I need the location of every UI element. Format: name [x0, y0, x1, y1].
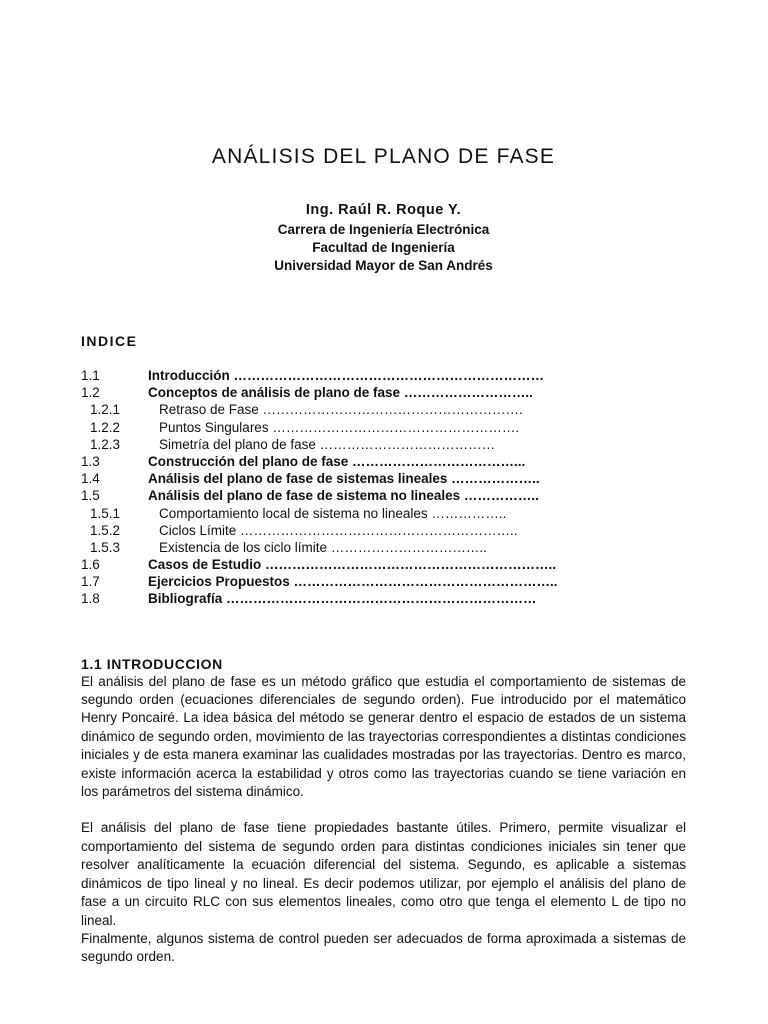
toc-entry	[81, 384, 686, 401]
toc-number: 1.5	[81, 488, 100, 504]
toc-number: 1.1	[81, 368, 100, 383]
toc-subentry	[81, 401, 686, 418]
toc-title: Introducción ……………………………………………………………	[148, 368, 544, 383]
toc-number: 1.3	[81, 453, 100, 469]
toc-title: Puntos Singulares ……………………………………………….	[159, 419, 520, 435]
toc-entry	[81, 367, 686, 384]
toc-title: Conceptos de análisis de plano de fase ………………………..	[148, 385, 533, 401]
toc-number: 1.4	[81, 471, 100, 487]
affiliation-faculty: Facultad de Ingeniería	[312, 240, 455, 255]
toc-number: 1.2	[81, 385, 100, 401]
author-name: Ing. Raúl R. Roque Y.	[305, 202, 462, 218]
table-of-contents	[81, 367, 686, 608]
toc-number: 1.5.2	[90, 522, 121, 538]
toc-subentry	[81, 436, 686, 453]
toc-title: Comportamiento local de sistema no lineales ……………..	[159, 505, 507, 521]
toc-subentry	[81, 505, 686, 522]
toc-number: 1.6	[81, 557, 100, 573]
toc-title: Bibliografía ……………………………………………………………	[148, 591, 537, 607]
toc-entry	[81, 470, 686, 487]
toc-title: Ciclos Límite ……………………………………………………..	[159, 522, 518, 538]
toc-title: Existencia de los ciclo límite ……………………………..	[159, 539, 487, 555]
section-heading: 1.1 INTRODUCCION	[81, 655, 223, 672]
toc-title: Retraso de Fase ………………………………………………….	[159, 402, 523, 418]
author-block	[81, 199, 686, 275]
toc-entry	[81, 590, 686, 607]
body-paragraph: El análisis del plano de fase tiene propiedades bastante útiles. Primero, permite visualizar el comportamiento del sistema de segundo orden para distintas condiciones iniciales sin tener que resolver analíticamente la ecuación diferencial del sistema. Segundo, es aplicable a sistemas dinámicos de tipo lineal y no lineal. Es decir podemos utilizar, por ejemplo el análisis del plano de fase a un circuito RLC con sus elementos lineales, como otro que tenga el elemento L de tipo no lineal.	[81, 820, 686, 928]
index-heading: INDICE	[81, 333, 138, 349]
affiliation-career: Carrera de Ingeniería Electrónica	[277, 222, 490, 237]
toc-number: 1.2.2	[90, 419, 121, 435]
toc-title: Casos de Estudio ………………………………………………………..	[148, 557, 557, 573]
toc-title: Ejercicios Propuestos …………………………………………………..	[148, 574, 558, 590]
document-title: ANÁLISIS DEL PLANO DE FASE	[211, 145, 556, 168]
toc-entry	[81, 487, 686, 504]
toc-title: Análisis del plano de fase de sistemas lineales ………………..	[148, 471, 540, 487]
toc-number: 1.5.1	[90, 505, 121, 521]
toc-title: Simetría del plano de fase …………………………………	[159, 436, 496, 452]
toc-subentry	[81, 539, 686, 556]
toc-entry	[81, 453, 686, 470]
toc-title: Análisis del plano de fase de sistema no lineales ……………..	[148, 488, 539, 504]
body-paragraph: Finalmente, algunos sistema de control pueden ser adecuados de forma aproximada a sistemas de segundo orden.	[81, 930, 686, 965]
toc-entry	[81, 573, 686, 590]
toc-number: 1.5.3	[90, 539, 121, 555]
toc-number: 1.7	[81, 574, 100, 590]
toc-title: Construcción del plano de fase ………………………………...	[148, 453, 526, 469]
toc-subentry	[81, 522, 686, 539]
toc-entry	[81, 556, 686, 573]
toc-number: 1.8	[81, 591, 100, 607]
toc-number: 1.2.3	[90, 436, 121, 452]
affiliation-university: Universidad Mayor de San Andrés	[274, 258, 493, 273]
toc-number: 1.2.1	[90, 402, 121, 418]
body-paragraph: El análisis del plano de fase es un método gráfico que estudia el comportamiento de sistemas de segundo orden (ecuaciones diferenciales de segundo orden). Fue introducido por el matemático Henry Poncairé. La idea básica del método se generar dentro el espacio de estados de un sistema dinámico de segundo orden, movimiento de las trayectorias correspondientes a distintas condiciones iniciales y de esta manera examinar las cualidades mostradas por las trayectorias. Dentro es marco, existe información acerca la estabilidad y otros como las trayectorias cuando se tiene variación en los parámetros del sistema dinámico.	[81, 673, 686, 800]
toc-subentry	[81, 419, 686, 436]
